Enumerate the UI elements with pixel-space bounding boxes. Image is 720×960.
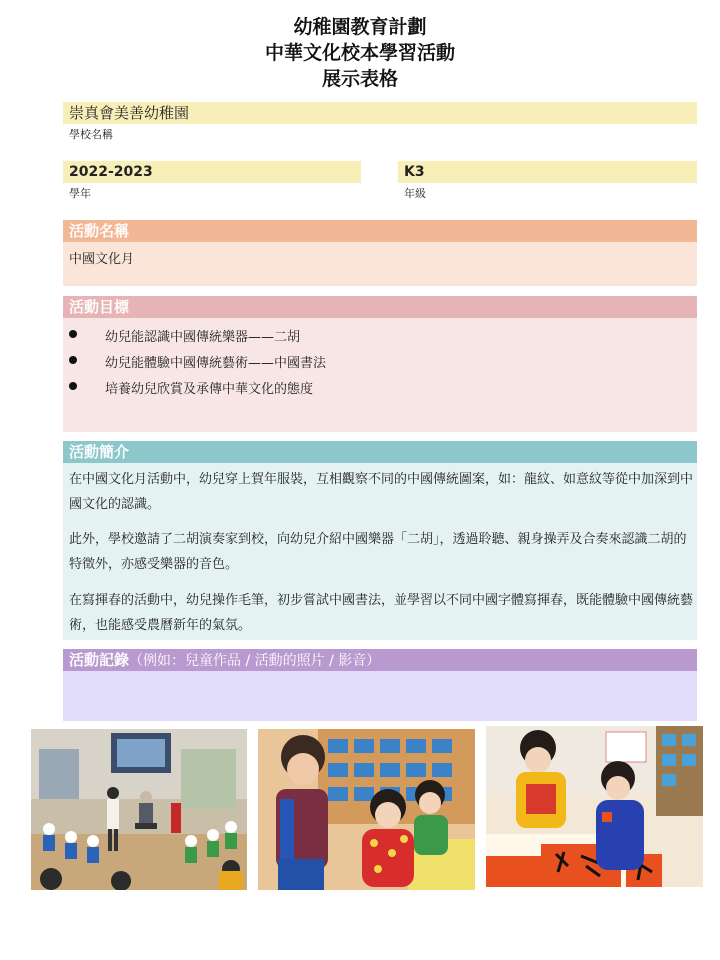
records-body: [63, 671, 697, 721]
school-name-label: 學校名稱: [69, 128, 113, 141]
summary-paragraph: 在中國文化月活動中，幼兒穿上賀年服裝，互相觀察不同的中國傳統圖案，如：龍紋、如意紋等從中加深到中國文化的認識。: [69, 472, 694, 512]
activity-name-body: [63, 242, 697, 286]
school-year-label: 學年: [69, 187, 91, 200]
bullet-icon: [69, 330, 77, 338]
photo-calligraphy: [486, 726, 703, 887]
school-name-field: 崇真會美善幼稚園: [63, 102, 697, 124]
summary-paragraph: 在寫揮春的活動中，幼兒操作毛筆，初步嘗試中國書法，並學習以不同中國字體寫揮春，既能體驗中國傳統藝術，也能感受農曆新年的氣氛。: [69, 593, 694, 633]
school-year-field: 2022-2023: [63, 161, 361, 183]
activity-name-heading: 活動名稱: [63, 220, 697, 242]
document-form-title: 展示表格: [321, 68, 398, 90]
activity-name-value: 中國文化月: [69, 252, 135, 267]
photo-erhu-performance: [31, 729, 247, 890]
records-heading-note: （例如：兒童作品 / 活動的照片 / 影音）: [129, 653, 381, 669]
bullet-icon: [69, 382, 77, 390]
document-title: 幼稚園教育計劃: [293, 16, 427, 38]
objectives-body: 幼兒能認識中國傳統樂器——二胡 幼兒能體驗中國傳統藝術——中國書法 培養幼兒欣賞及承傳中華文化的態度: [63, 318, 697, 432]
bullet-icon: [69, 356, 77, 364]
records-heading: [63, 649, 697, 671]
objectives-heading: 活動目標: [63, 296, 697, 318]
document-subtitle: 中華文化校本學習活動: [264, 42, 455, 64]
records-heading-text: 活動記錄: [69, 651, 130, 669]
photo-festive-clothing: [258, 729, 475, 890]
summary-paragraph: 此外，學校邀請了二胡演奏家到校，向幼兒介紹中國樂器「二胡」，透過聆聽、親身操弄及合奏來認識二胡的特徵外，亦感受樂器的音色。: [69, 532, 687, 572]
summary-body: [63, 463, 697, 640]
grade-label: 年級: [404, 187, 426, 200]
grade-field: K3: [398, 161, 697, 183]
summary-heading: 活動簡介: [63, 441, 697, 463]
